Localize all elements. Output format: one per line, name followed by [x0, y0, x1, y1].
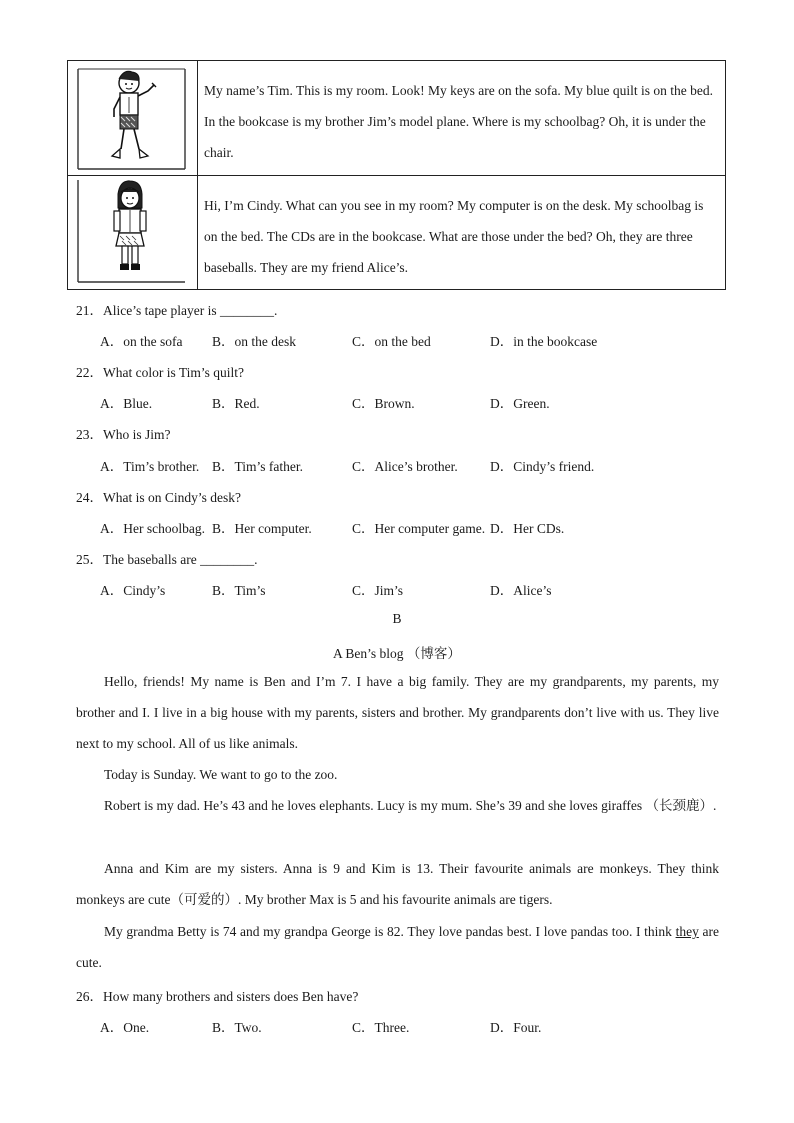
reading-table — [67, 60, 726, 290]
question-26-option-a: A．One. — [100, 1020, 150, 1035]
tim-description: My name’s Tim. This is my room. Look! My keys are on the sofa. My blue quilt is on the bed. In the bookcase is my brother Jim’s model plane. Where is my schoolbag? Oh, it is under the chair. — [204, 83, 713, 160]
cindy-description: Hi, I’m Cindy. What can you see in my room? My computer is on the desk. My schoolbag is on the bed. The CDs are in the bookcase. What are those under the bed? Oh, they are three baseballs. They are my friend Alice’s. — [204, 198, 704, 275]
question-22-stem: 22．What color is Tim’s quilt? — [76, 365, 245, 380]
question-24-option-b: B．Her computer. — [212, 521, 312, 536]
question-25-option-d: D．Alice’s — [490, 583, 552, 598]
section-label: B — [392, 611, 402, 626]
question-24-option-d: D．Her CDs. — [490, 521, 565, 536]
question-21-option-a: A．on the sofa — [100, 334, 183, 349]
question-24-option-c: C．Her computer game. — [352, 521, 486, 536]
question-25-option-a: A．Cindy’s — [100, 583, 166, 598]
passage-paragraph-1: Hello, friends! My name is Ben and I’m 7. I have a big family. They are my grandparents, my parents, my brother and I. I live in a big house with my parents, sisters and brother. My grandparents don’t live with us. They live next to my school. All of us like animals. — [76, 674, 719, 751]
cindy-picture-cell — [68, 176, 198, 290]
question-26-stem: 26．How many brothers and sisters does Ben have? — [76, 989, 359, 1004]
question-21-option-c: C．on the bed — [352, 334, 431, 349]
paragraph-5-text-end: are cute. — [76, 924, 719, 970]
passage-title: A Ben’s blog （博客） — [333, 646, 461, 661]
question-22-option-b: B．Red. — [212, 396, 260, 411]
question-24-stem: 24．What is on Cindy’s desk? — [76, 490, 241, 505]
passage-paragraph-3: Robert is my dad. He’s 43 and he loves elephants. Lucy is my mum. She’s 39 and she loves giraffes （长颈鹿）. — [104, 798, 717, 813]
passage-paragraph-2: Today is Sunday. We want to go to the zoo. — [104, 767, 338, 782]
question-21-option-d: D．in the bookcase — [490, 334, 598, 349]
question-22-option-d: D．Green. — [490, 396, 550, 411]
passage-paragraph-5 — [76, 916, 719, 978]
question-25-option-b: B．Tim’s — [212, 583, 266, 598]
question-21-option-b: B．on the desk — [212, 334, 296, 349]
question-26-option-c: C．Three. — [352, 1020, 410, 1035]
question-22-option-a: A．Blue. — [100, 396, 153, 411]
tim-drawing-icon — [68, 61, 197, 176]
cindy-drawing-icon — [68, 176, 197, 290]
underlined-word-they: they — [675, 924, 699, 939]
question-23-option-b: B．Tim’s father. — [212, 459, 304, 474]
table-row-cindy — [68, 176, 725, 290]
question-26-option-b: B．Two. — [212, 1020, 262, 1035]
passage-paragraph-4: Anna and Kim are my sisters. Anna is 9 and Kim is 13. Their favourite animals are monkeys. They think monkeys are cute（可爱的）. My brother Max is 5 and his favourite animals are tigers. — [76, 861, 719, 907]
question-23-option-d: D．Cindy’s friend. — [490, 459, 595, 474]
question-23-option-a: A．Tim’s brother. — [100, 459, 200, 474]
question-26-option-d: D．Four. — [490, 1020, 542, 1035]
question-23-option-c: C．Alice’s brother. — [352, 459, 458, 474]
table-row-tim — [68, 61, 725, 176]
tim-picture-cell — [68, 61, 198, 175]
question-25-stem: 25．The baseballs are ________. — [76, 552, 258, 567]
question-23-stem: 23．Who is Jim? — [76, 427, 171, 442]
question-25-option-c: C．Jim’s — [352, 583, 404, 598]
question-21-stem: 21．Alice’s tape player is ________. — [76, 303, 278, 318]
paragraph-5-text-start: My grandma Betty is 74 and my grandpa George is 82. They love pandas best. I love pandas too. I think — [104, 924, 676, 939]
question-24-option-a: A．Her schoolbag. — [100, 521, 205, 536]
question-22-option-c: C．Brown. — [352, 396, 415, 411]
